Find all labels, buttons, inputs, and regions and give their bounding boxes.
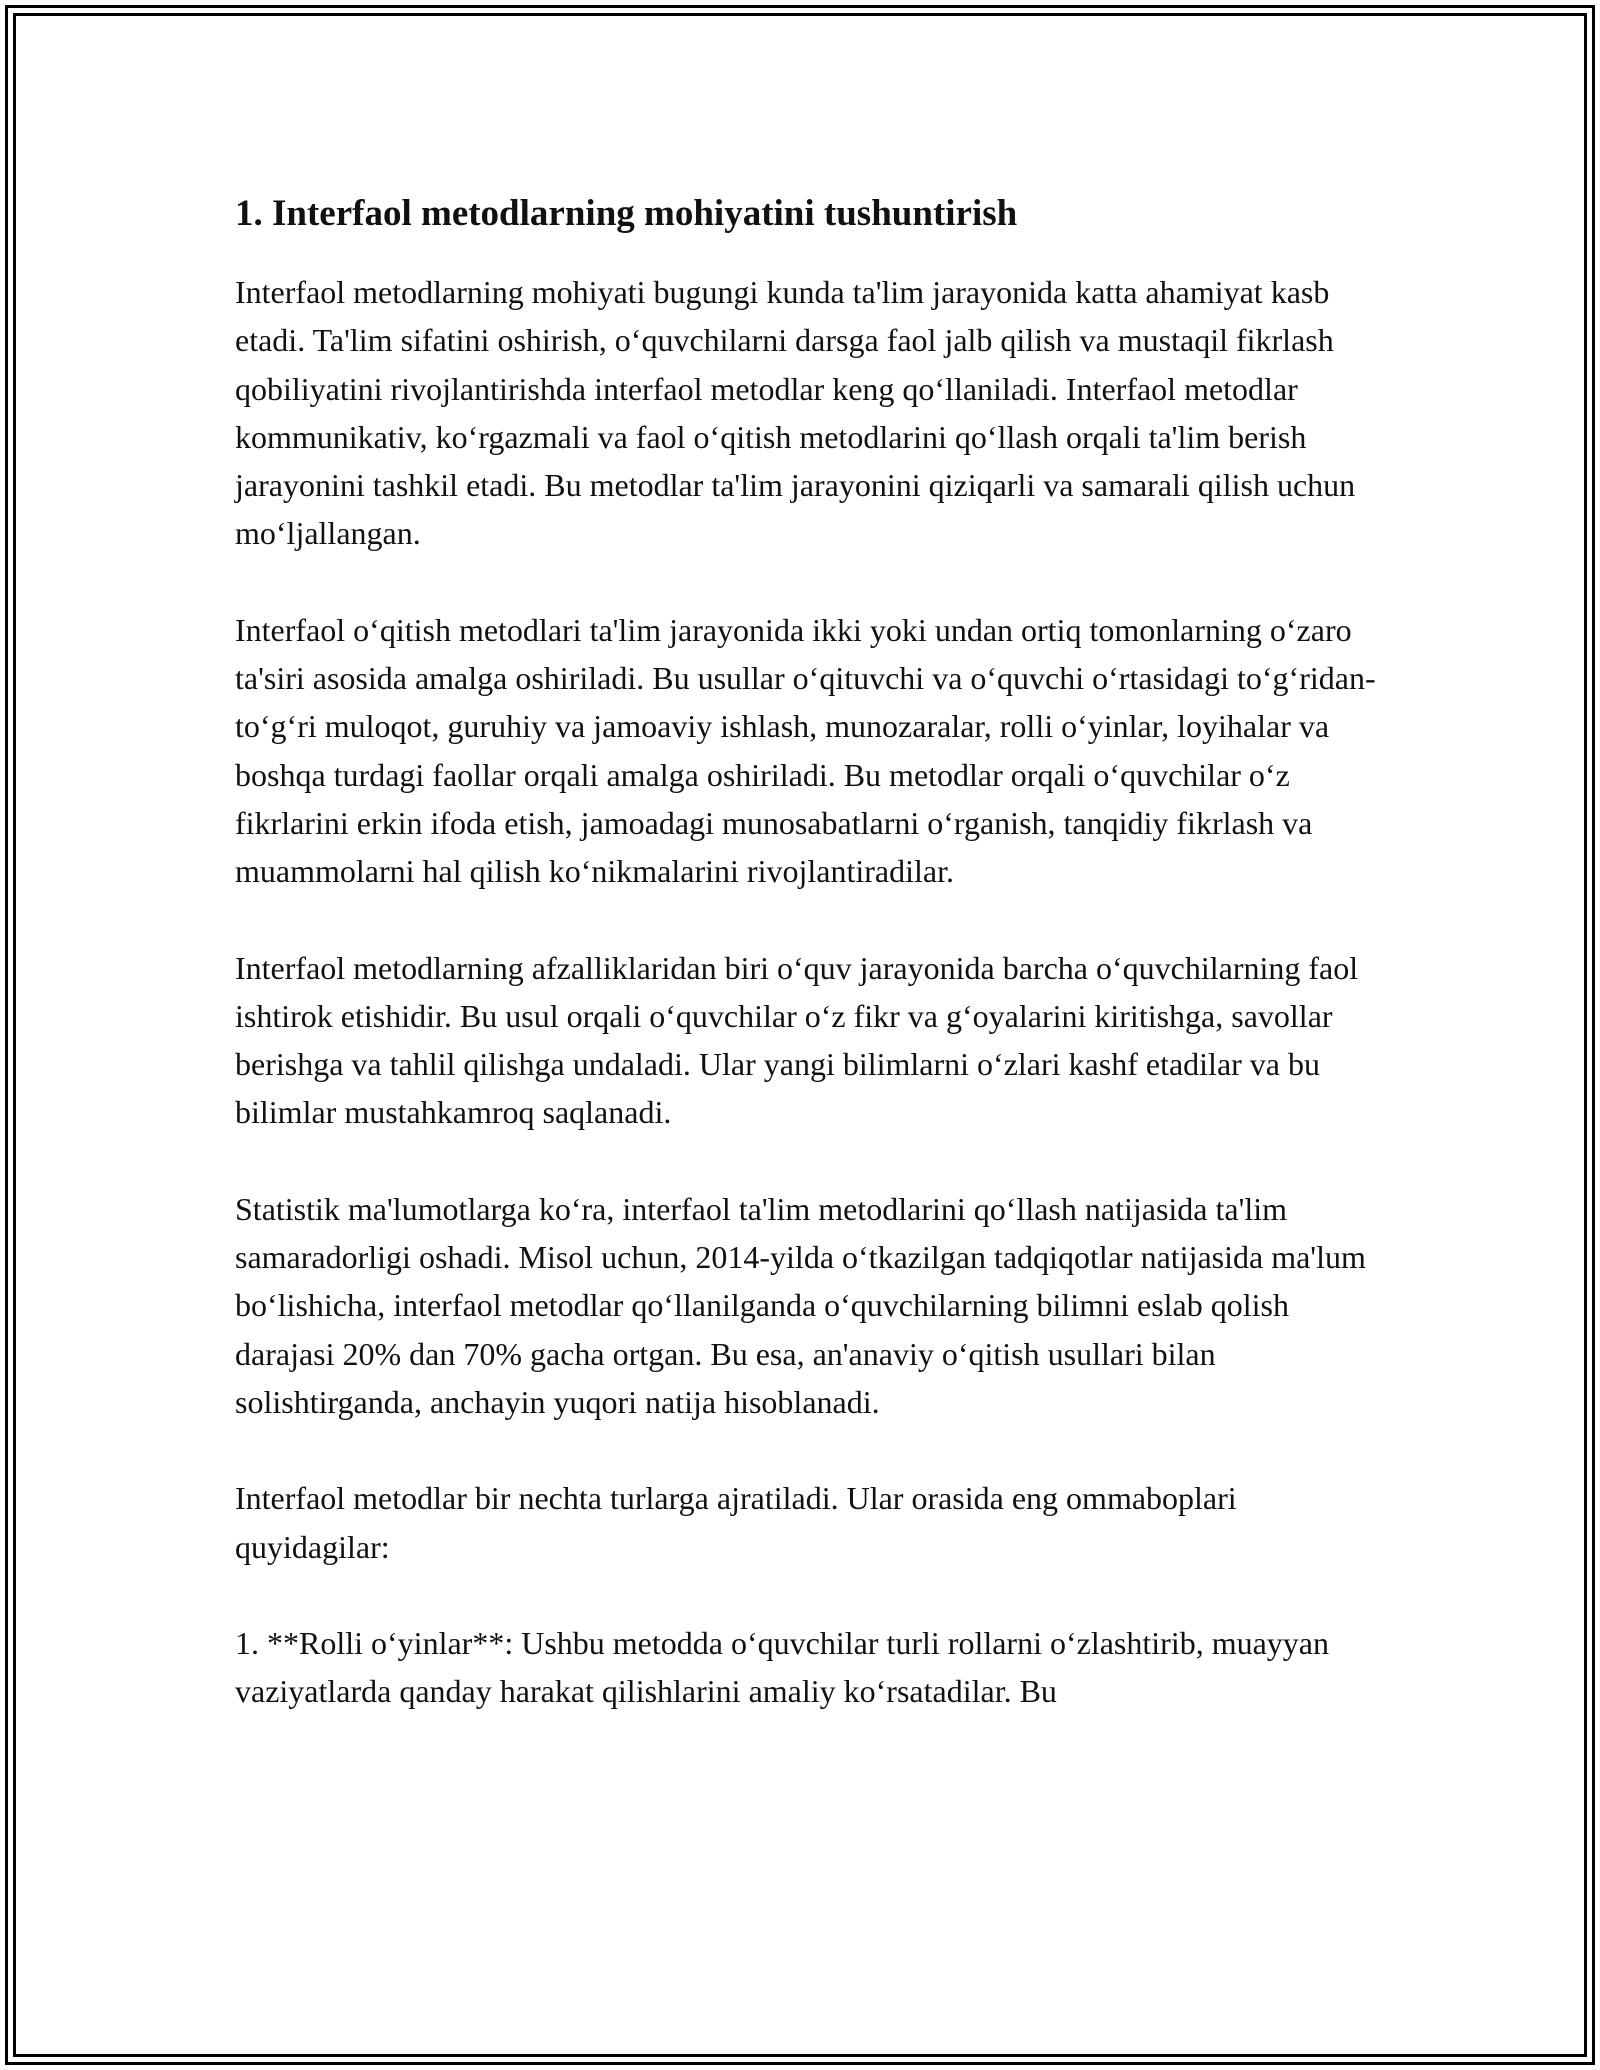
paragraph-intro: Interfaol metodlarning mohiyati bugungi kunda ta'lim jarayonida katta ahamiyat kasb etadi. Ta'lim sifatini oshirish, o‘quvchilarni darsga faol jalb qilish va mustaqil fikrlash qobiliyatini rivojlantirishda interfaol metodlar keng qo‘llaniladi. Interfaol metodlar kommunikativ, ko‘rgazmali va faol o‘qitish metodlarini qo‘llash orqali ta'lim berish jarayonini tashkil etadi. Bu metodlar ta'lim jarayonini qiziqarli va samarali qilish uchun mo‘ljallangan. — [235, 274, 1356, 552]
paragraph-types-intro: Interfaol metodlar bir nechta turlarga ajratiladi. Ular orasida eng ommaboplari quyidagilar: — [235, 1480, 1237, 1565]
paragraph-advantages: Interfaol metodlarning afzalliklaridan biri o‘quv jarayonida barcha o‘quvchilarning faol ishtirok etishidir. Bu usul orqali o‘quvchilar o‘z fikr va g‘oyalarini kiritishga, savollar berishga va tahlil qilishga undaladi. Ular yangi bilimlarni o‘zlari kashf etadilar va bu bilimlar mustahkamroq saqlanadi. — [235, 949, 1359, 1131]
document-body — [235, 188, 1385, 1715]
paragraph-statistics: Statistik ma'lumotlarga ko‘ra, interfaol ta'lim metodlarini qo‘llash natijasida ta'lim samaradorligi oshadi. Misol uchun, 2014-yilda o‘tkazilgan tadqiqotlar natijasida ma'lum bo‘lishicha, interfaol metodlar qo‘llanilganda o‘quvchilarning bilimni eslab qolish darajasi 20% dan 70% gacha ortgan. Bu esa, an'anaviy o‘qitish usullari bilan solishtirganda, anchayin yuqori natija hisoblanadi. — [235, 1190, 1366, 1420]
section-heading: 1. Interfaol metodlarning mohiyatini tushuntirish — [235, 193, 1018, 234]
paragraph-interaction: Interfaol o‘qitish metodlari ta'lim jarayonida ikki yoki undan ortiq tomonlarning o‘zaro ta'siri asosida amalga oshiriladi. Bu usullar o‘qituvchi va o‘quvchi o‘rtasidagi to‘g‘ridan-to‘g‘ri muloqot, guruhiy va jamoaviy ishlash, munozaralar, rolli o‘yinlar, loyihalar va boshqa turdagi faollar orqali amalga oshiriladi. Bu metodlar orqali o‘quvchilar o‘z fikrlarini erkin ifoda etish, jamoadagi munosabatlarni o‘rganish, tanqidiy fikrlash va muammolarni hal qilish ko‘nikmalarini rivojlantiradilar. — [235, 611, 1376, 890]
list-item-role-play: 1. **Rolli o‘yinlar**: Ushbu metodda o‘quvchilar turli rollarni o‘zlashtirib, muayyan vaziyatlarda qanday harakat qilishlarini amaliy ko‘rsatadilar. Bu — [235, 1624, 1329, 1710]
